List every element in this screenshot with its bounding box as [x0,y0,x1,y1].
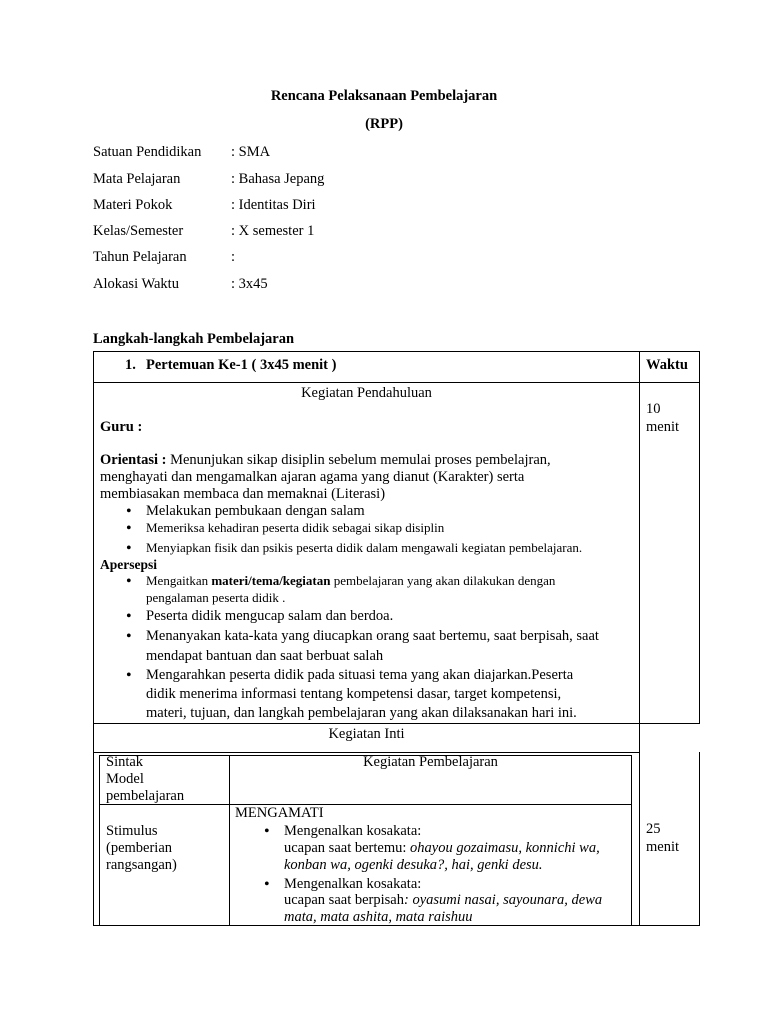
stimulus-label: Stimulus [106,823,158,839]
kegiatan-header: Kegiatan Pembelajaran [363,754,498,770]
berpisah-words-line2: mata, mata ashita, mata raishuu [284,909,473,925]
list-item: • Peserta didik mengucap salam dan berdoa. [146,608,393,625]
info-label: Kelas/Semester [93,223,184,239]
apersepsi-b1-line2: pengalaman peserta didik . [146,590,286,605]
mengamati-label: MENGAMATI [235,805,324,821]
info-label: Satuan Pendidikan [93,144,202,160]
document-title: Rencana Pelaksanaan Pembelajaran [270,88,498,104]
guru-label: Guru : [100,419,143,435]
list-item: • Menyiapkan fisik dan psikis peserta didik dalam mengawali kegiatan pembelajaran. [146,540,582,556]
list-item: • Memeriksa kehadiran peserta didik sebagai sikap disiplin [146,520,444,536]
bertemu-line [284,840,600,857]
info-label: Alokasi Waktu [93,276,179,292]
inti-time-unit: menit [646,839,680,855]
orientasi-text: Menunjukan sikap disiplin sebelum memulai proses pembelajran, [170,452,551,468]
list-item: • Menanyakan kata-kata yang diucapkan orang saat bertemu, saat berpisah, saat [146,628,599,645]
apersepsi-b4-line2: didik menerima informasi tentang kompetensi dasar, target kompetensi, [146,686,562,702]
meeting-number: 1. [125,357,136,373]
stimulus-label: (pemberian [106,840,173,856]
bertemu-words-line2: konban wa, ogenki desuka?, hai, genki desu. [284,857,543,873]
apersepsi-b4-line3: materi, tujuan, dan langkah pembelajaran yang akan dilaksanakan hari ini. [146,705,577,721]
info-value: : SMA [231,144,271,160]
info-value: : 3x45 [231,276,268,292]
inti-title: Kegiatan Inti [328,726,405,742]
info-label: Tahun Pelajaran [93,249,187,265]
orientasi-line-2: menghayati dan mengamalkan ajaran agama yang dianut (Karakter) serta [100,469,525,485]
list-item: • Mengenalkan kosakata: [284,876,421,893]
info-label: Materi Pokok [93,197,173,213]
info-value: : [231,249,236,265]
intro-title: Kegiatan Pendahuluan [301,385,432,401]
info-value: : X semester 1 [231,223,315,239]
info-value: : Identitas Diri [231,197,316,213]
inti-time-value: 25 [646,821,661,837]
bertemu-words: ohayou gozaimasu, konnichi wa, [410,840,600,856]
apersepsi-b1-pre: Mengaitkan [146,573,212,588]
list-item: • Mengenalkan kosakata: [284,823,421,840]
berpisah-words: : oyasumi nasai, sayounara, dewa [403,892,603,908]
sintak-header: Sintak [106,754,144,770]
apersepsi-b1-bold: materi/tema/kegiatan [211,573,331,588]
intro-time-unit: menit [646,419,680,435]
berpisah-prefix: ucapan saat berpisah [284,892,404,908]
steps-heading: Langkah-langkah Pembelajaran [93,331,295,347]
info-label: Mata Pelajaran [93,171,181,187]
orientasi-line-3: membiasakan membaca dan memaknai (Literasi) [100,486,386,502]
time-header: Waktu [646,357,688,373]
apersepsi-label: Apersepsi [100,557,157,572]
list-item: • Mengarahkan peserta didik pada situasi tema yang akan diajarkan.Peserta [146,667,573,684]
list-item [146,573,555,589]
apersepsi-b3-line2: mendapat bantuan dan saat berbuat salah [146,648,384,664]
bertemu-prefix: ucapan saat bertemu: [284,840,411,856]
sintak-header: pembelajaran [106,788,185,804]
apersepsi-b1-post: pembelajaran yang akan dilakukan dengan [330,573,556,588]
sintak-header: Model [106,771,144,787]
info-value: : Bahasa Jepang [231,171,325,187]
berpisah-line [284,892,602,909]
orientasi-label: Orientasi : [100,452,167,468]
intro-time-value: 10 [646,401,661,417]
list-item: • Melakukan pembukaan dengan salam [146,503,365,520]
stimulus-label: rangsangan) [106,857,177,873]
orientasi-line-1 [100,452,551,469]
document-subtitle: (RPP) [365,116,403,132]
meeting-header: Pertemuan Ke-1 ( 3x45 menit ) [146,357,337,373]
